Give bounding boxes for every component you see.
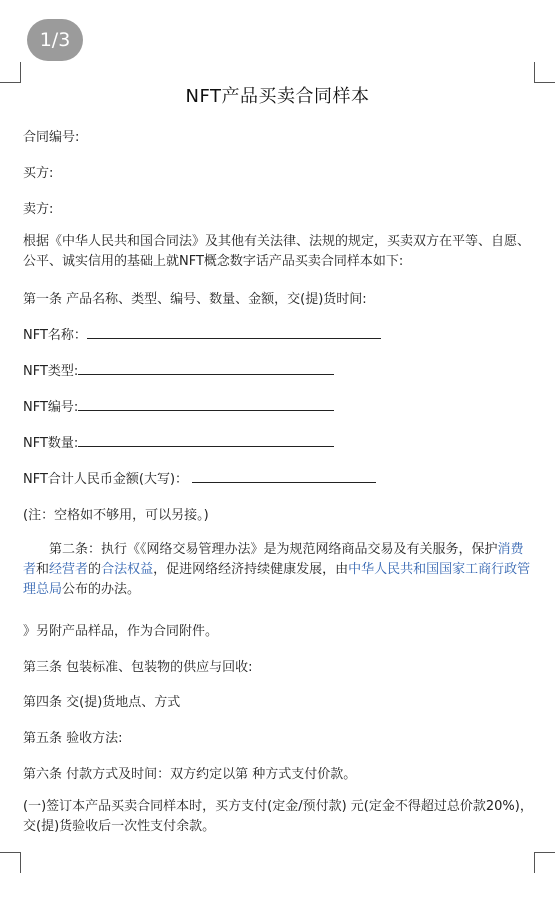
article-2-text-4: ，促进网络经济持续健康发展，由 [153,562,349,577]
crop-mark-bottom-right [534,852,555,873]
article-3: 第三条 包装标准、包装物的供应与回收: [23,660,253,675]
nft-type-label: NFT类型: [23,364,79,379]
article-6: 第六条 付款方式及时间：双方约定以第 种方式支付价款。 [23,767,357,782]
article-2-text-2: 和 [36,562,50,577]
article-2-text-3: 的 [88,562,102,577]
article-2-text-1: 第二条：执行《《网络交易管理办法》是为规范网络商品交易及有关服务，保护 [49,542,498,557]
nft-quantity-blank [78,434,334,447]
document-title: NFT产品买卖合同样本 [185,86,370,107]
nft-amount-row [23,468,376,487]
nft-type-row [23,360,334,379]
article-2 [23,540,535,600]
nft-amount-blank [192,470,376,483]
link-saic[interactable]: 中华人民共和国国家工商行政管理总局 [23,562,531,597]
note: (注：空格如不够用，可以另接。) [23,508,209,523]
nft-name-blank [87,326,381,339]
nft-number-row [23,396,334,415]
buyer-label: 买方: [23,166,54,181]
payment-option-1: (一)签订本产品买卖合同样本时，买方支付(定金/预付款) 元(定金不得超过总价款20%)，交(提)货验收后一次性支付余款。 [23,799,533,834]
article-5: 第五条 验收方法: [23,731,123,746]
link-legal-rights[interactable]: 合法权益 [101,562,154,577]
link-operator[interactable]: 经营者 [49,562,89,577]
nft-number-label: NFT编号: [23,400,79,415]
page-indicator: 1/3 [27,19,83,61]
crop-mark-top-left [0,62,21,83]
attachment-line: 》另附产品样品，作为合同附件。 [23,624,219,639]
intro-paragraph: 根据《中华人民共和国合同法》及其他有关法律、法规的规定，买卖双方在平等、自愿、公平、诚实信用的基础上就NFT概念数字话产品买卖合同样本如下: [23,234,531,269]
nft-type-blank [78,362,334,375]
article-2-text-5: 公布的办法。 [62,582,141,597]
article-1: 第一条 产品名称、类型、编号、数量、金额，交(提)货时间: [23,292,367,307]
nft-quantity-row [23,432,334,451]
nft-amount-label: NFT合计人民币金额(大写)： [23,472,189,487]
link-consumer[interactable]: 消费者 [23,542,524,577]
contract-number-label: 合同编号: [23,130,80,145]
article-4: 第四条 交(提)货地点、方式 [23,695,181,710]
nft-name-label: NFT名称： [23,328,87,343]
crop-mark-bottom-left [0,852,21,873]
nft-name-row [23,324,381,343]
crop-mark-top-right [534,62,555,83]
seller-label: 卖方: [23,202,54,217]
nft-number-blank [78,398,334,411]
nft-quantity-label: NFT数量: [23,436,79,451]
